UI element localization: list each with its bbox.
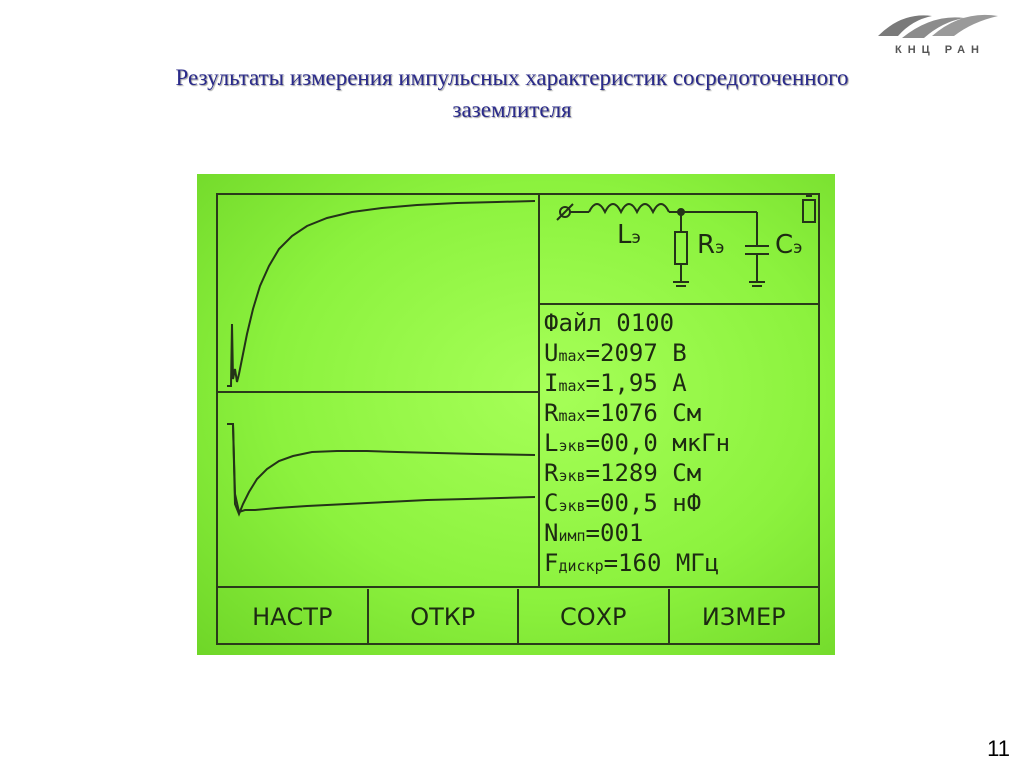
readout-fdiscr: Fдиcкр=160 МГц xyxy=(544,549,720,577)
softkey-bar xyxy=(218,589,818,645)
readout-imax: Imax=1,95 А xyxy=(544,369,687,397)
softkey-measure[interactable]: ИЗМЕР xyxy=(668,589,819,645)
softkey-save[interactable]: СОХР xyxy=(517,589,668,645)
softkey-settings[interactable]: НАСТР xyxy=(252,603,333,631)
title-line-2: заземлителя xyxy=(452,97,572,122)
title-line-1: Результаты измерения импульсных характеристик сосредоточенного xyxy=(175,65,849,90)
softkey-open[interactable]: ОТКР xyxy=(367,589,518,645)
battery-icon xyxy=(803,200,815,222)
inductor-label: Lэ xyxy=(617,220,641,250)
readout-ceq: Cэкв=00,5 нФ xyxy=(544,489,702,517)
readout-umax: Umax=2097 В xyxy=(544,339,687,367)
inductor-icon xyxy=(589,204,669,212)
readout-req: Rэкв=1289 См xyxy=(544,459,702,487)
readout-leq: Lэкв=00,0 мкГн xyxy=(544,429,731,457)
resistor-icon xyxy=(675,232,687,264)
institute-logo xyxy=(872,6,1002,66)
capacitor-label: Cэ xyxy=(775,230,803,260)
voltage-waveform xyxy=(227,201,535,386)
resistance-waveform xyxy=(233,424,535,512)
readout-file: Файл 0100 xyxy=(544,309,675,337)
readout-nimp: Nимп=001 xyxy=(544,519,644,547)
slide-title xyxy=(60,62,964,126)
measurement-readout xyxy=(544,308,832,578)
current-waveform xyxy=(227,424,535,514)
resistor-label: Rэ xyxy=(697,230,725,260)
readout-rmax: Rmax=1076 См xyxy=(544,399,702,427)
logo-caption: КНЦ РАН xyxy=(894,44,985,56)
page-number: 11 xyxy=(987,736,1010,761)
